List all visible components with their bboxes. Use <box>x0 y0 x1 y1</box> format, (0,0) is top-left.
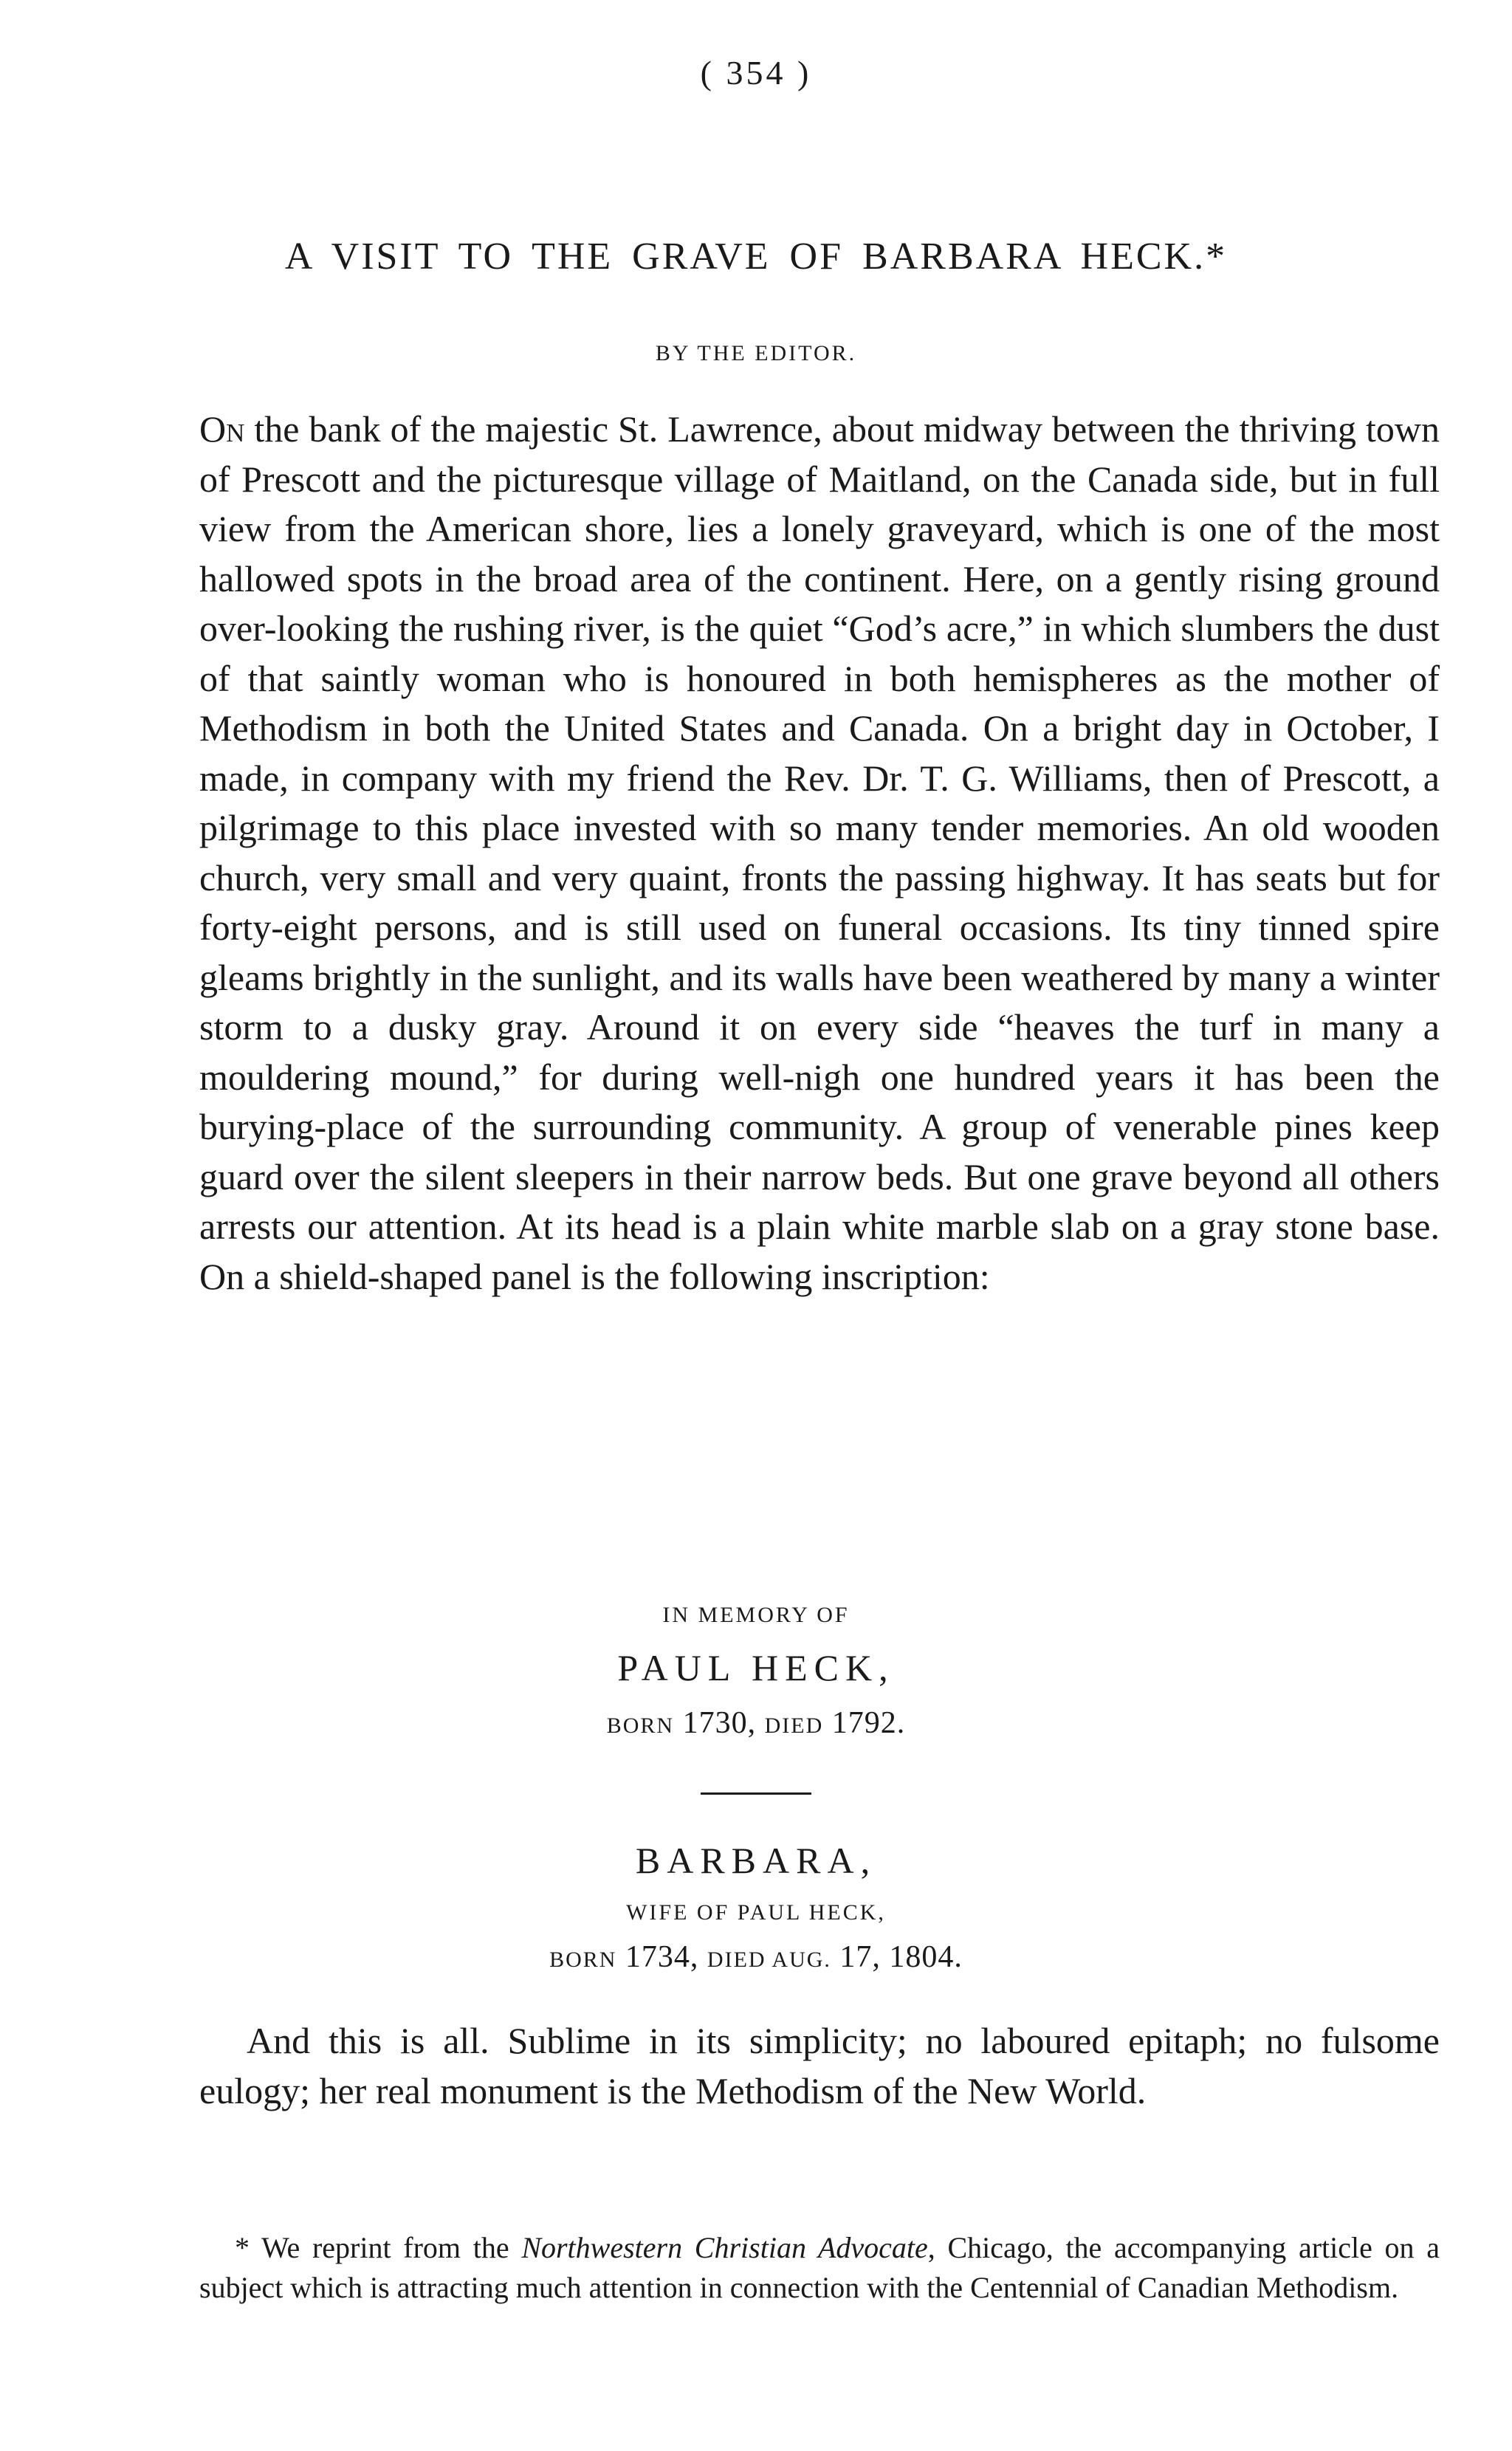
inscription <box>0 1601 1512 1982</box>
died-label: DIED <box>764 1713 824 1738</box>
inscription-wife-of: WIFE OF PAUL HECK, <box>626 1900 886 1925</box>
born-year: 1730, <box>682 1706 757 1740</box>
footnote-source: Northwestern Christian Advocate <box>521 2231 928 2264</box>
footnote-after: , Chicago, the accompanying article on a subject which is attracting much attention in connection with the Centennial of Canadian Methodism. <box>199 2231 1440 2304</box>
died-label: DIED AUG. <box>707 1948 831 1972</box>
body-text: the bank of the majestic St. Lawrence, about midway between the thriving town of Prescott and the picturesque village of Maitland, on the Canada side, but in full view from the American shore, lies a lonely graveyard, which is one of the most hallowed spots in the broad area of the continent. Here, on a gently rising ground over-looking the rushing river, is the quiet “God’s acre,” in which slumbers the dust of that saintly woman who is honoured in both hemispheres as the mother of Methodism in both the United States and Canada. On a bright day in October, I made, in company with my friend the Rev. Dr. T. G. Williams, then of Prescott, a pilgrimage to this place invested with so many tender memories. An old wooden church, very small and very quaint, fronts the passing highway. It has seats but for forty-eight persons, and is still used on funeral occasions. Its tiny tinned spire gleams brightly in the sunlight, and its walls have been weathered by many a winter storm to a dusky gray. Around it on every side “heaves the turf in many a mouldering mound,” for during well-nigh one hundred years it has been the burying-place of the surrounding community. A group of venerable pines keep guard over the silent sleepers in their narrow beds. But one grave beyond all others arrests our attention. At its head is a plain white marble slab on a gray stone base. On a shield-shaped panel is the following inscription: <box>199 408 1440 1297</box>
article-title: A VISIT TO THE GRAVE OF BARBARA HECK.* <box>284 236 1228 278</box>
closing-paragraph: And this is all. Sublime in its simplicity; no laboured epitaph; no fulsome eulogy; her real monument is the Methodism of the New World. <box>199 2020 1440 2111</box>
born-label: BORN <box>606 1713 675 1738</box>
byline: BY THE EDITOR. <box>655 341 857 365</box>
died-date: 17, 1804. <box>839 1940 963 1974</box>
inscription-dates-paul <box>0 1701 1512 1748</box>
inscription-dates-barbara <box>0 1935 1512 1982</box>
footnote-before: * We reprint from the <box>235 2231 522 2264</box>
inscription-name-paul: PAUL HECK, <box>617 1647 895 1688</box>
drop-lead: On <box>199 408 245 450</box>
born-label: BORN <box>549 1948 617 1972</box>
inscription-memory: IN MEMORY OF <box>662 1603 850 1627</box>
born-year: 1734, <box>625 1940 699 1974</box>
inscription-divider <box>701 1792 811 1795</box>
died-year: 1792. <box>831 1706 906 1740</box>
inscription-name-barbara: BARBARA, <box>635 1840 877 1881</box>
page-number: ( 354 ) <box>700 54 812 92</box>
body-paragraph <box>199 405 1440 1302</box>
footnote <box>199 2228 1440 2308</box>
